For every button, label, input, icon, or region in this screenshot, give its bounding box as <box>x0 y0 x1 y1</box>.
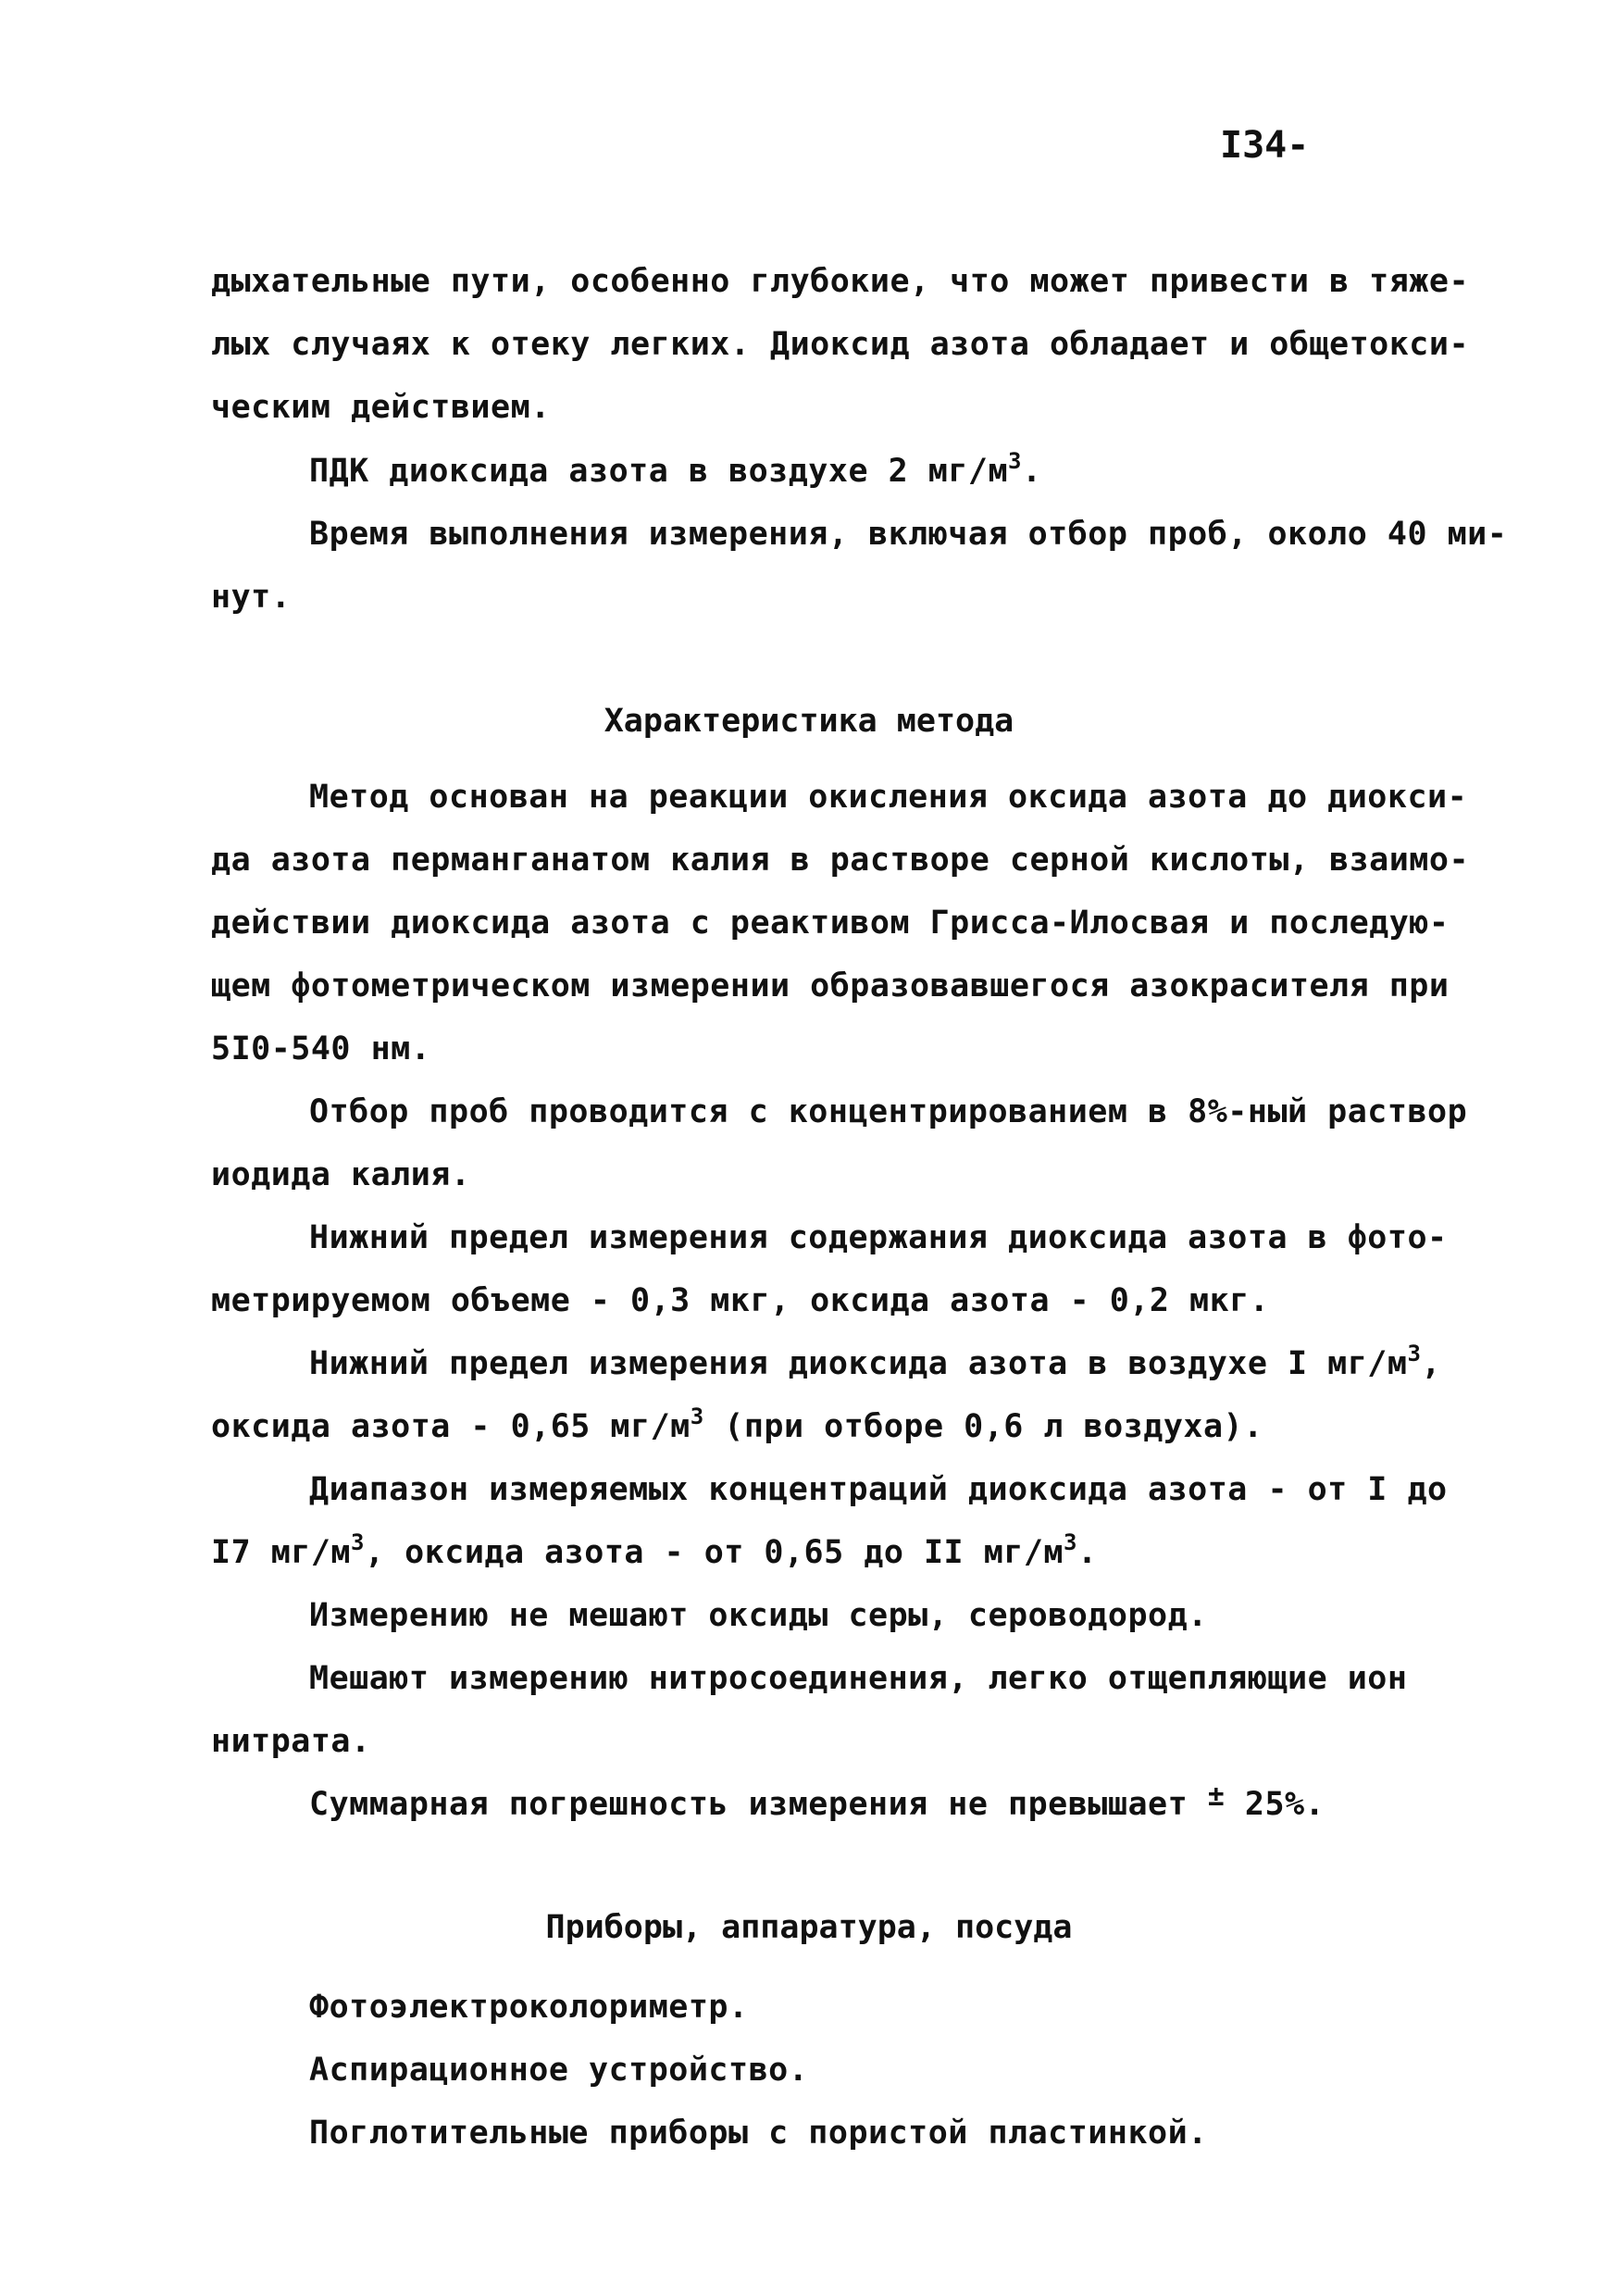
method-p1-line-4: щем фотометрическом измерении образовавшегося азокрасителя при <box>211 967 1450 1004</box>
time-line-2: нут. <box>211 579 292 616</box>
method-p1-line-2: да азота перманганатом калия в растворе серной кислоты, взаимо- <box>211 842 1470 879</box>
method-p1-line-3: действии диоксида азота с реактивом Грисса-Илосвая и последую- <box>211 905 1450 942</box>
intro-line-2: лых случаях к отеку легких. Диоксид азота обладает и общетокси- <box>211 326 1470 363</box>
equipment-item-3: Поглотительные приборы с пористой пластинкой. <box>309 2115 1208 2152</box>
intro-line-1: дыхательные пути, особенно глубокие, что может привести в тяже- <box>211 263 1470 300</box>
method-p1-line-1: Метод основан на реакции окисления оксида азота до диокси- <box>309 779 1468 816</box>
method-p1-line-5: 5I0-540 нм. <box>211 1030 431 1067</box>
method-p8: Суммарная погрешность измерения не превышает ± 25%. <box>309 1780 1326 1823</box>
method-p3-line-2: метрируемом объеме - 0,3 мкг, оксида азота - 0,2 мкг. <box>211 1282 1270 1319</box>
time-line-1: Время выполнения измерения, включая отбор проб, около 40 ми- <box>309 516 1508 553</box>
pdk-line: ПДК диоксида азота в воздухе 2 $мг/м^3$. <box>309 448 1042 490</box>
method-p7-line-1: Мешают измерению нитросоединения, легко отщепляющие ион <box>309 1660 1408 1697</box>
method-p5-line-1: Диапазон измеряемых концентраций диоксида азота - от I до <box>309 1471 1448 1508</box>
method-p4-line-2: оксида азота - 0,65 $мг/м^3$ (при отборе 0,6 л воздуха). <box>211 1404 1263 1445</box>
intro-line-3: ческим действием. <box>211 389 551 426</box>
method-p7-line-2: нитрата. <box>211 1723 371 1760</box>
method-p2-line-2: иодида калия. <box>211 1156 471 1193</box>
equipment-item-2: Аспирационное устройство. <box>309 2052 809 2089</box>
equipment-item-1: Фотоэлектроколориметр. <box>309 1989 749 2026</box>
method-p6: Измерению не мешают оксиды серы, сероводород. <box>309 1597 1208 1634</box>
method-p4-line-1: Нижний предел измерения диоксида азота в воздухе I $мг/м^3$, <box>309 1341 1441 1382</box>
method-p3-line-1: Нижний предел измерения содержания диоксида азота в фото- <box>309 1219 1448 1256</box>
section-heading-equipment: Приборы, аппаратура, посуда <box>545 1909 1073 1946</box>
method-p2-line-1: Отбор проб проводится с концентрированием в 8%-ный раствор <box>309 1093 1468 1130</box>
page-number: I34- <box>1220 124 1310 167</box>
section-heading-method: Характеристика метода <box>604 703 1014 740</box>
plus-minus-sign: ± <box>1207 1780 1226 1813</box>
method-p5-line-2: I7 $мг/м^3$, оксида азота - от 0,65 до II $мг/м^3$. <box>211 1529 1098 1571</box>
